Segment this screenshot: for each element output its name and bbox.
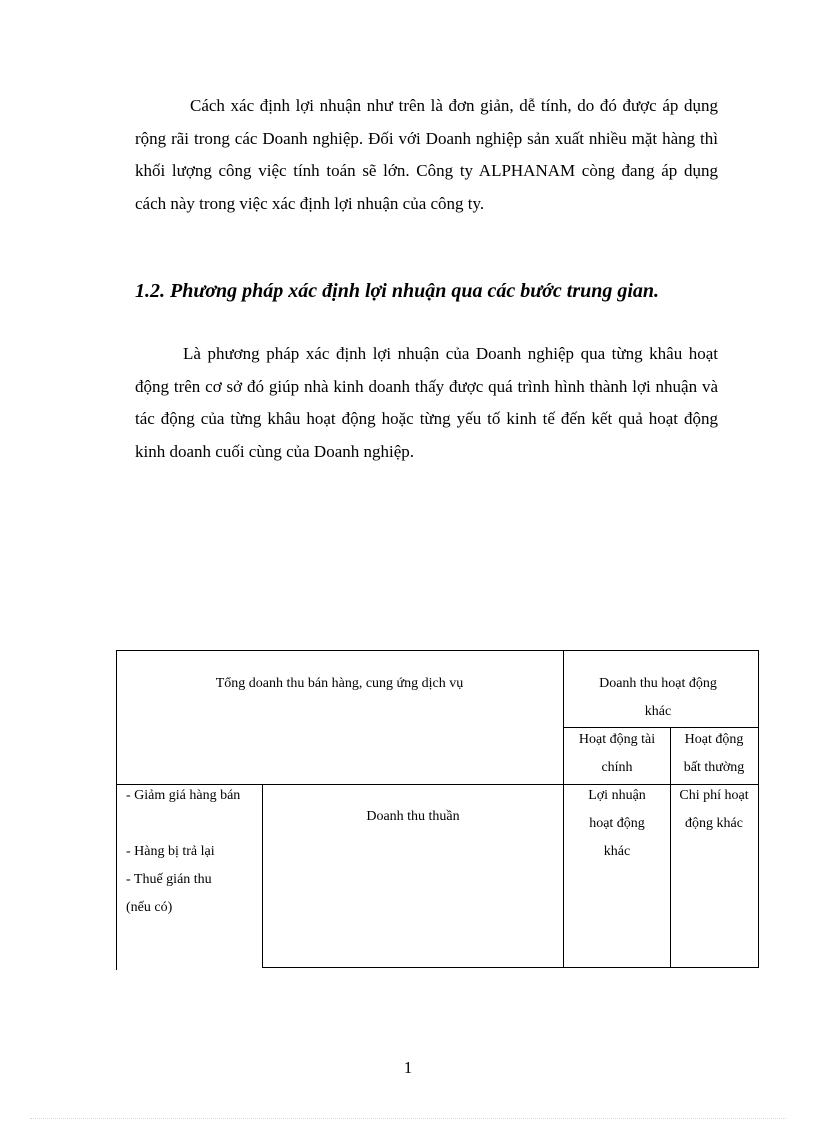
diagram-border-bottom bbox=[262, 967, 759, 968]
page-number: 1 bbox=[403, 1058, 413, 1077]
other-profit-label: Lợi nhuận hoạt động khác bbox=[588, 788, 646, 859]
paragraph-1: Cách xác định lợi nhuận như trên là đơn giản, dễ tính, do đó được áp dụng rộng rãi trong các Doanh nghiệp. Đối với Doanh nghiệp sản xuất nhiều mặt hàng thì khối lượng công việc tính toán sẽ lớn. Công ty ALPHANAM còng đang áp dụng cách này trong việc xác định lợi nhuận của công ty. bbox=[135, 96, 718, 213]
financial-activity-label: Hoạt động tài chính bbox=[578, 732, 656, 775]
diagram-border-right bbox=[758, 650, 759, 968]
profit-diagram bbox=[116, 650, 759, 970]
diagram-divider-main bbox=[563, 650, 564, 968]
deduction-discount: - Giảm giá hàng bán bbox=[126, 788, 241, 803]
other-revenue-label: Doanh thu hoạt động khác bbox=[599, 676, 717, 719]
net-revenue-label: Doanh thu thuần bbox=[366, 809, 460, 824]
section-heading: 1.2. Phương pháp xác định lợi nhuận qua các bước trung gian. bbox=[135, 280, 660, 302]
diagram-border-top bbox=[116, 650, 759, 651]
deduction-indirect-tax: - Thuế gián thu (nếu có) bbox=[126, 872, 212, 915]
diagram-border-left bbox=[116, 650, 117, 970]
other-expenses-label: Chi phí hoạt động khác bbox=[679, 788, 749, 831]
footer-divider bbox=[30, 1118, 786, 1119]
paragraph-2: Là phương pháp xác định lợi nhuận của Doanh nghiệp qua từng khâu hoạt động trên cơ sở đó giúp nhà kinh doanh thấy được quá trình hình thành lợi nhuận và tác động của từng khâu hoạt động hoặc từng yếu tố kinh tế đến kết quả hoạt động kinh doanh cuối cùng của Doanh nghiệp. bbox=[135, 344, 718, 461]
total-revenue-label: Tổng doanh thu bán hàng, cung ứng dịch vụ bbox=[215, 676, 464, 691]
deduction-returns: - Hàng bị trả lại bbox=[126, 844, 215, 859]
unusual-activity-label: Hoạt động bất thường bbox=[683, 732, 745, 775]
diagram-divider-other bbox=[670, 727, 671, 968]
